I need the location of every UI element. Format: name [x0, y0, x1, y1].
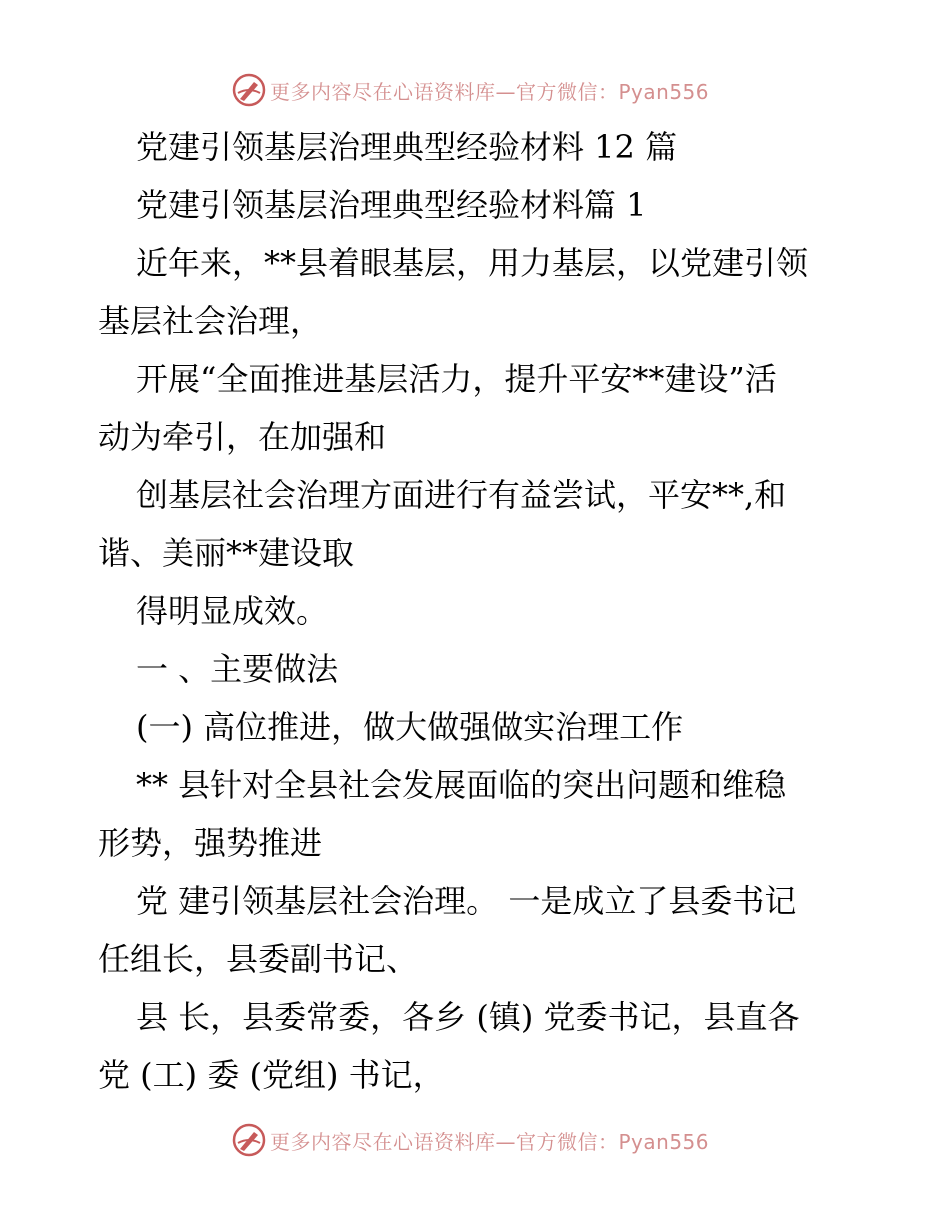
subheading-line: (一) 高位推进，做大做强做实治理工作: [136, 708, 684, 746]
paragraph-line: 党 建引领基层社会治理。 一是成立了县委书记: [136, 882, 797, 920]
paragraph-line: ** 县针对全县社会发展面临的突出问题和维稳: [136, 766, 787, 804]
paragraph-line: 谐、美丽**建设取: [98, 534, 355, 572]
paragraph-line: 创基层社会治理方面进行有益尝试，平安**,和: [136, 476, 787, 514]
pen-logo-icon: [232, 1123, 266, 1157]
paragraph-line: 县 长，县委常委，各乡 (镇) 党委书记，县直各: [136, 998, 800, 1036]
pen-logo-icon: [232, 73, 266, 107]
paragraph-line: 形势，强势推进: [98, 824, 323, 862]
paragraph-line: 动为牵引，在加强和: [98, 418, 387, 456]
footer-banner-text: 更多内容尽在心语资料库—官方微信：Pyan556: [270, 1129, 710, 1154]
heading-line: 一 、主要做法: [136, 650, 339, 688]
doc-title: 党建引领基层治理典型经验材料 12 篇: [136, 128, 678, 166]
paragraph-line: 近年来，**县着眼基层，用力基层，以党建引领: [136, 244, 809, 282]
paragraph-line: 党 (工) 委 (党组) 书记，: [98, 1056, 445, 1094]
footer-banner: [232, 1120, 752, 1160]
document-body: [98, 118, 858, 1104]
paragraph-line: 基层社会治理，: [98, 302, 323, 340]
header-banner: [232, 70, 752, 110]
paragraph-line: 开展“全面推进基层活力，提升平安**建设”活: [136, 360, 777, 398]
doc-section-title: 党建引领基层治理典型经验材料篇 1: [136, 186, 647, 224]
paragraph-line: 任组长，县委副书记、: [98, 940, 419, 978]
paragraph-line: 得明显成效。: [136, 592, 329, 630]
header-banner-text: 更多内容尽在心语资料库—官方微信：Pyan556: [270, 79, 710, 104]
